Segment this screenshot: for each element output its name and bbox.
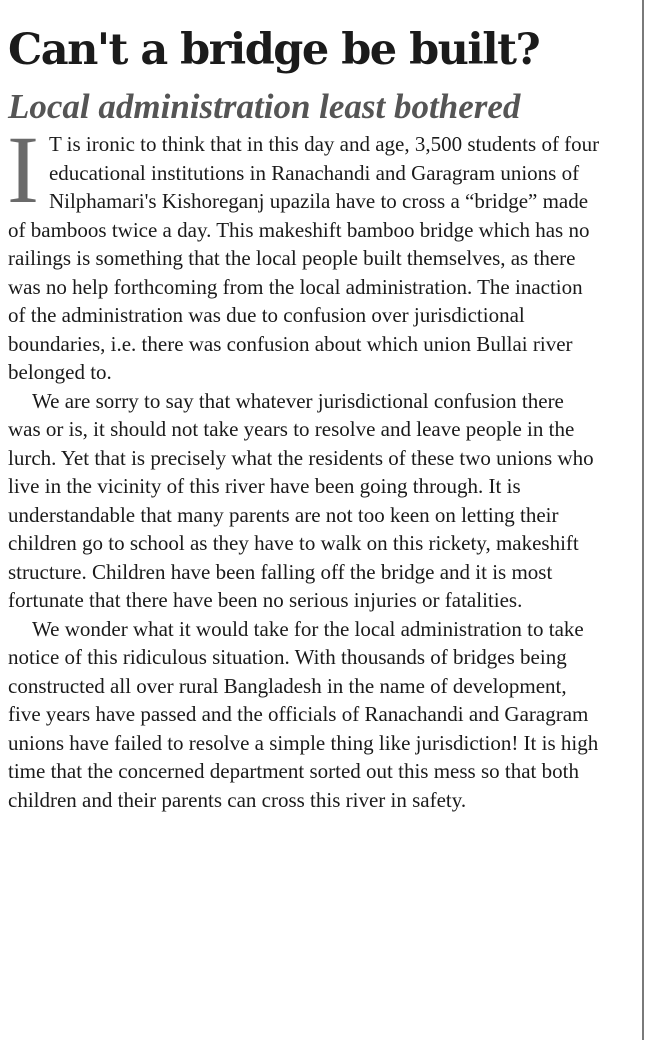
headline: Can't a bridge be built? [8, 25, 540, 75]
paragraph-1 [7, 116, 600, 387]
paragraph-1-text: T is ironic to think that in this day and age, 3,500 students of four educational institutions in Ranachandi and Garagram unions of Nilphamari's Kishoreganj upazila have to cross a “bridge” made of bamboos twice a day. This makeshift bamboo bridge which has no railings is something that the local people built themselves, as there was no help forthcoming from the local administration. The inaction of the administration was due to confusion over jurisdictional boundaries, i.e. there was confusion about which union Bullai river belonged to. [8, 132, 600, 384]
paragraph-3: We wonder what it would take for the local administration to take notice of this ridiculous situation. With thousands of bridges being constructed all over rural Bangladesh in the name of development, five years have passed and the officials of Ranachandi and Garagram unions have failed to resolve a simple thing like jurisdiction! It is high time that the concerned department sorted out this mess so that both children and their parents can cross this river in safety. [8, 616, 599, 812]
article-body [7, 116, 600, 814]
drop-cap: I [7, 116, 39, 223]
paragraph-2: We are sorry to say that whatever jurisdictional confusion there was or is, it should not take years to resolve and leave people in the lurch. Yet that is precisely what the residents of these two unions who live in the vicinity of this river have been going through. It is understandable that many parents are not too keen on letting their children go to school as they have to walk on this rickety, makeshift structure. Children have been falling off the bridge and it is most fortunate that there have been no serious injuries or fatalities. [8, 388, 594, 612]
column-divider [642, 0, 644, 1040]
subheadline: Local administration least bothered [8, 87, 521, 126]
editorial-article [8, 18, 600, 814]
